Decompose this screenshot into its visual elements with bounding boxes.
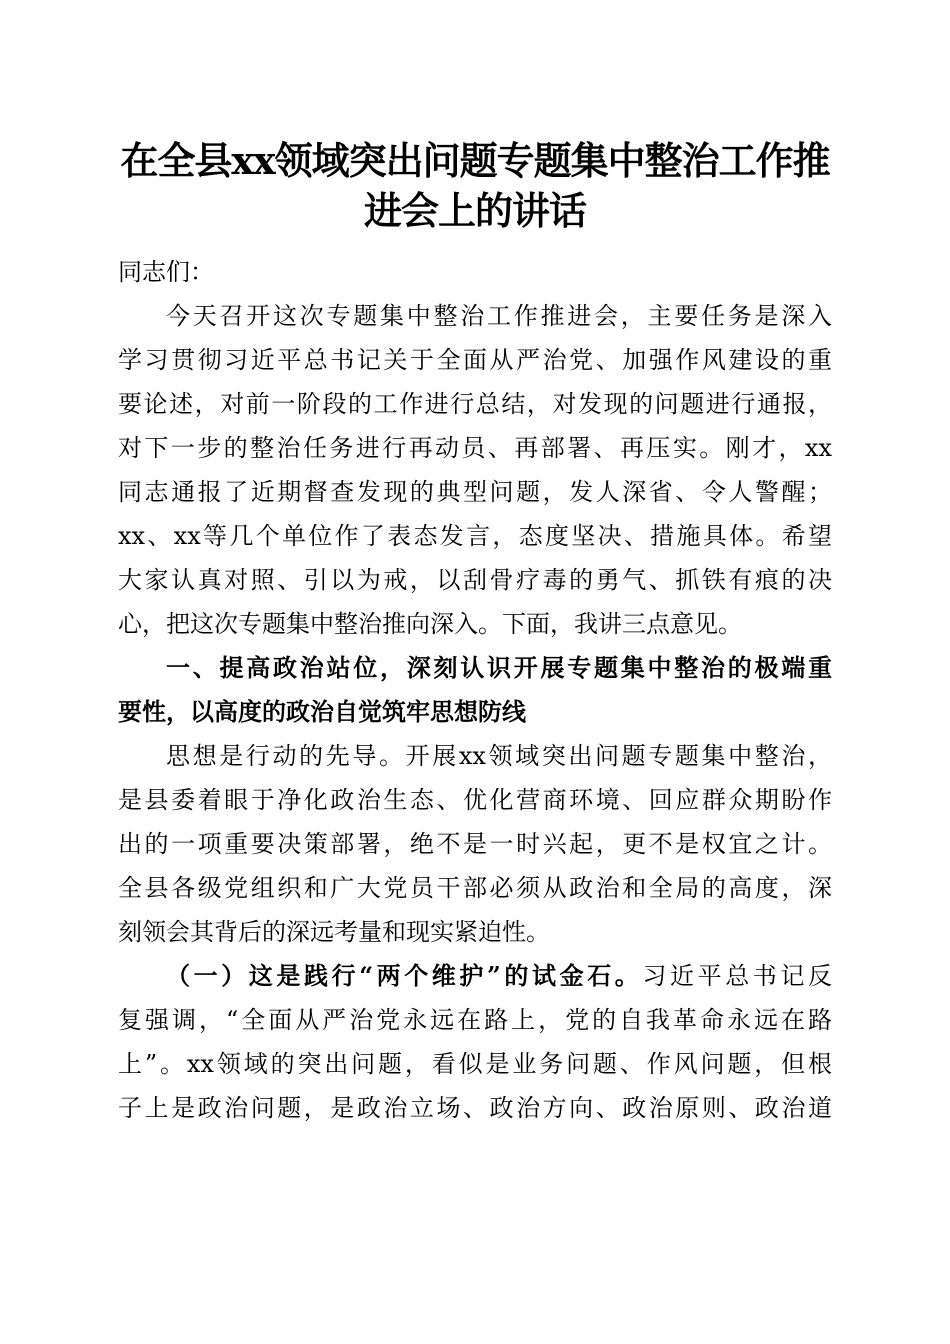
text-line [118, 954, 832, 998]
text-line: 学习贯彻习近平总书记关于全面从严治党、加强作风建设的重 [118, 346, 832, 374]
text-line: 对下一步的整治任务进行再动员、再部署、再压实。刚才，xx [118, 434, 832, 462]
paragraph-subsection-1 [118, 954, 832, 1130]
text-line: 刻领会其背后的深远考量和现实紧迫性。 [118, 918, 550, 946]
text-line: 上”。xx领域的突出问题，看似是业务问题、作风问题，但根 [118, 1050, 832, 1078]
text-line: 复强调，“全面从严治党永远在路上，党的自我革命永远在路 [118, 1006, 832, 1034]
text-line: 全县各级党组织和广大党员干部必须从政治和全局的高度，深 [118, 874, 832, 902]
text-line: 思想是行动的先导。开展xx领域突出问题专题集中整治， [166, 742, 832, 770]
section-heading-1 [118, 646, 832, 734]
text-line: 子上是政治问题，是政治立场、政治方向、政治原则、政治道 [118, 1094, 832, 1122]
text-line: 是县委着眼于净化政治生态、优化营商环境、回应群众期盼作 [118, 786, 832, 814]
salutation: 同志们： [118, 258, 214, 286]
text-line: 今天召开这次专题集中整治工作推进会，主要任务是深入 [166, 302, 832, 330]
paragraph-section-1-intro [118, 734, 832, 954]
text-line: 大家认真对照、引以为戒，以刮骨疗毒的勇气、抓铁有痕的决 [118, 566, 832, 594]
paragraph-intro [118, 294, 832, 646]
subheading-rest: 习近平总书记反 [642, 962, 833, 990]
text-line: xx、xx等几个单位作了表态发言，态度坚决、措施具体。希望 [118, 522, 832, 550]
text-line: 要论述，对前一阶段的工作进行总结，对发现的问题进行通报， [118, 390, 832, 418]
title-line-1: 在全县xx领域突出问题专题集中整治工作推 [120, 138, 830, 183]
text-line: 出的一项重要决策部署，绝不是一时兴起，更不是权宜之计。 [118, 830, 832, 858]
heading-line: 要性，以高度的政治自觉筑牢思想防线 [118, 698, 526, 726]
text-line: 心，把这次专题集中整治推向深入。下面，我讲三点意见。 [118, 610, 742, 638]
text-line: 同志通报了近期督查发现的典型问题，发人深省、令人警醒； [118, 478, 832, 506]
document-body [118, 250, 832, 1130]
title-line-2: 进会上的讲话 [363, 188, 586, 233]
subheading-lead: （一）这是践行“两个维护”的试金石。 [166, 961, 643, 990]
document-title [118, 136, 832, 236]
heading-line: 一、提高政治站位，深刻认识开展专题集中整治的极端重 [166, 654, 832, 682]
